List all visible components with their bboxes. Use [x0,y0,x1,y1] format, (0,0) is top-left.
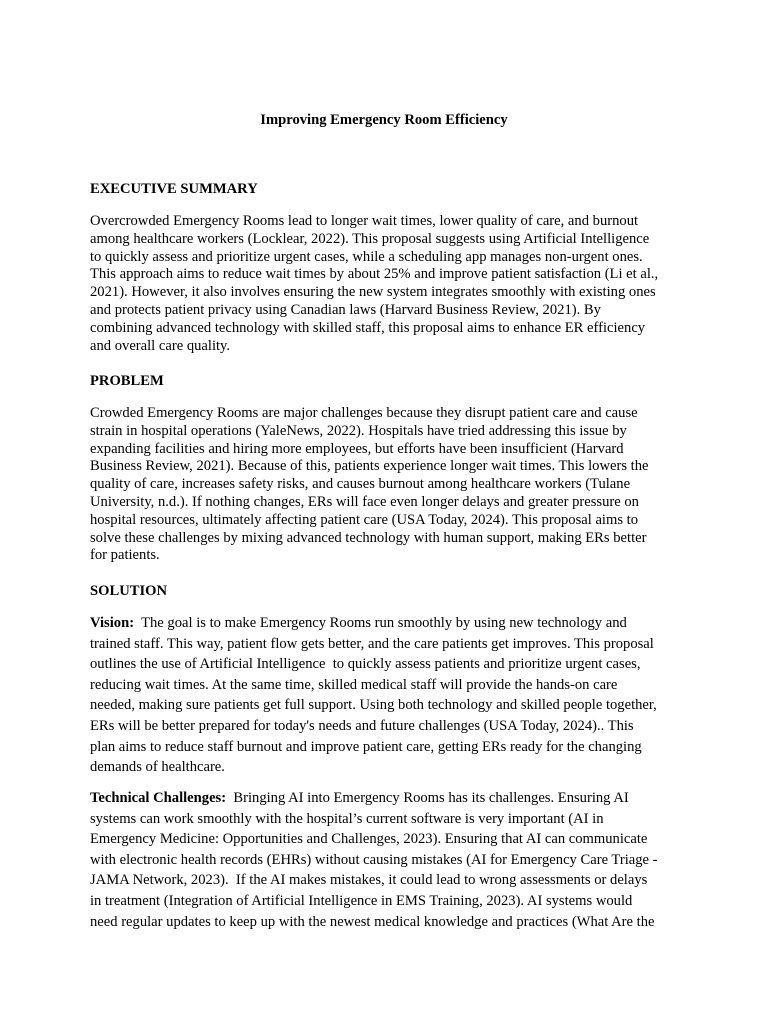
paragraph-line: 2021). However, it also involves ensuring the new system integrates smoothly with existing ones [90,284,656,301]
vision-lead: Vision: [90,615,135,631]
paragraph-line [90,613,680,634]
problem-heading: PROBLEM [90,373,164,389]
paragraph-line: combining advanced technology with skilled staff, this proposal aims to enhance ER efficiency [90,319,646,336]
paragraph-line: Overcrowded Emergency Rooms lead to longer wait times, lower quality of care, and burnout [90,213,639,229]
paragraph-line: hospital resources, ultimately affecting patient care (USA Today, 2024). This proposal aims to [90,511,639,528]
executive-summary-paragraph [90,213,680,355]
paragraph-line: reducing wait times. At the same time, skilled medical staff will provide the hands-on care [90,676,618,693]
paragraph-line: ERs will be better prepared for today's needs and future challenges (USA Today, 2024).. This [90,717,634,734]
paragraph-line: and protects patient privacy using Canadian laws (Harvard Business Review, 2021). By [90,301,601,318]
vision-paragraph [90,613,680,778]
paragraph-line: with electronic health records (EHRs) without causing mistakes (AI for Emergency Care Triage - [90,851,658,868]
paragraph-line: to quickly assess and prioritize urgent cases, while a scheduling app manages non-urgent ones. [90,248,643,265]
paragraph-line: University, n.d.). If nothing changes, ERs will face even longer delays and greater pressure on [90,493,639,510]
paragraph-line: Business Review, 2021). Because of this, patients experience longer wait times. This lowers the [90,458,649,475]
paragraph-line: outlines the use of Artificial Intelligence to quickly assess patients and prioritize urgent cases, [90,656,641,673]
paragraph-line: This approach aims to reduce wait times by about 25% and improve patient satisfaction (Li et al., [90,266,659,283]
paragraph-line: and overall care quality. [90,337,231,354]
technical-challenges-paragraph [90,788,680,932]
technical-challenges-first-line-text: Bringing AI into Emergency Rooms has its challenges. Ensuring AI [226,790,629,806]
paragraph-line: needed, making sure patients get full support. Using both technology and skilled people together, [90,697,657,714]
paragraph-line: need regular updates to keep up with the newest medical knowledge and practices (What Are the [90,913,655,930]
paragraph-line: plan aims to reduce staff burnout and improve patient care, getting ERs ready for the changing [90,738,642,755]
paragraph-line: expanding facilities and hiring more employees, but efforts have been insufficient (Harvard [90,440,624,457]
paragraph-line: in treatment (Integration of Artificial Intelligence in EMS Training, 2023). AI systems would [90,892,633,909]
paragraph-line: Emergency Medicine: Opportunities and Challenges, 2023). Ensuring that AI can communicate [90,831,648,848]
paragraph-line: strain in hospital operations (YaleNews, 2022). Hospitals have tried addressing this issue by [90,422,627,439]
solution-heading: SOLUTION [90,583,168,599]
technical-challenges-lead: Technical Challenges: [90,790,227,806]
paragraph-line [90,788,680,809]
paragraph-line: demands of healthcare. [90,759,225,776]
paragraph-line: quality of care, increases safety risks, and causes burnout among healthcare workers (Tulane [90,476,631,493]
paragraph-line: JAMA Network, 2023). If the AI makes mistakes, it could lead to wrong assessments or delays [90,872,648,889]
paragraph-line: for patients. [90,547,160,564]
paragraph-line: solve these challenges by mixing advanced technology with human support, making ERs better [90,529,647,546]
executive-summary-heading: EXECUTIVE SUMMARY [90,181,258,197]
problem-paragraph [90,405,680,565]
paragraph-line: systems can work smoothly with the hospital’s current software is very important (AI in [90,810,604,827]
paragraph-line: among healthcare workers (Locklear, 2022). This proposal suggests using Artificial Intelligence [90,230,650,247]
paragraph-line: Crowded Emergency Rooms are major challenges because they disrupt patient care and cause [90,405,638,421]
document-title: Improving Emergency Room Efficiency [260,112,508,128]
vision-first-line-text: The goal is to make Emergency Rooms run smoothly by using new technology and [134,615,627,631]
paragraph-line: trained staff. This way, patient flow gets better, and the care patients get improves. This proposal [90,635,654,652]
